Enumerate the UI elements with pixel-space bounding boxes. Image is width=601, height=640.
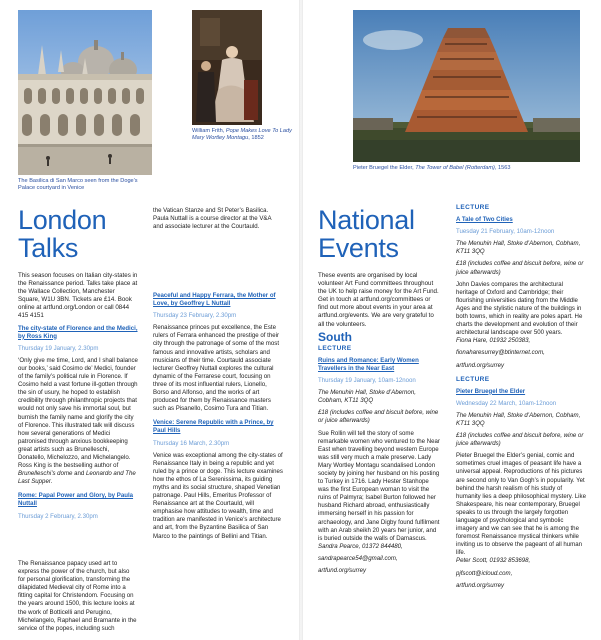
rome-body-continued: the Vatican Stanze and St Peter’s Basilica. Paula Nuttall is a course director at the V&A and associate lecturer at the Courtauld. bbox=[153, 206, 272, 231]
london-intro: This season focuses on Italian city-states in the Renaissance period. Talks take place at the Wallace Collection, Manchester Square, W1U 3BN. Tickets are £14. Book online at artfund.org/London or call 0844 415 4151 bbox=[18, 272, 138, 320]
event-contact-email[interactable]: fionaharesurrey@btinternet.com, bbox=[456, 349, 545, 357]
london-column-1 bbox=[18, 206, 138, 527]
talk-ferrara bbox=[153, 292, 283, 413]
event-body: Sue Rollin will tell the story of some remarkable women who ventured to the Near East when travelling beyond western Europe was still very much a male preserve. Lady Mary Wortley Montagu scandalised London society by joining her husband on his posting to Turkey in 1716. Lady Hester Stanhope was the first European woman to visit the ruins of Palmyra; Isabel Burton followed her husband Richard abroad, enthusiastically immersing herself in his passion for archaeology, and Jane Digby found fulfilment with an Arab sheikh 20 years her junior, and is buried outside the walls of Damascus. bbox=[318, 429, 440, 542]
event-contact-email[interactable]: pjfscott@icloud.com, bbox=[456, 569, 513, 577]
region-heading: South bbox=[318, 329, 352, 344]
event-ruins-and-romance bbox=[318, 345, 440, 575]
national-column-1 bbox=[318, 206, 440, 581]
event-tale-of-two-cities bbox=[456, 204, 586, 370]
talk-date: Thursday 2 February, 2.30pm bbox=[18, 512, 98, 520]
talk-date: Thursday 19 January, 2.30pm bbox=[18, 344, 99, 352]
event-date: Wednesday 22 March, 10am-12noon bbox=[456, 399, 557, 407]
basilica-caption: The Basilica di San Marco seen from the Doge’s Palace courtyard in Venice bbox=[18, 178, 138, 191]
event-price: £18 (includes coffee and biscuit before, wine or juice afterwards) bbox=[456, 432, 584, 448]
event-contact-name: Fiona Hare, 01932 250383, bbox=[456, 337, 531, 345]
event-title: A Tale of Two Cities bbox=[456, 216, 513, 224]
event-price: £18 (includes coffee and biscuit before, wine or juice afterwards) bbox=[318, 409, 439, 425]
event-contact-name: Sandra Pearce, 01372 844480, bbox=[318, 542, 403, 550]
event-contact-name: Peter Scott, 01932 853698, bbox=[456, 557, 531, 565]
national-events-heading: National Events bbox=[318, 205, 415, 263]
page-gutter bbox=[299, 0, 303, 640]
event-body: Pieter Bruegel the Elder’s genial, comic and sometimes cruel images of peasant life have a universal appeal. Reproductions of his pictures are second only to Van Gogh’s in popularity. Yet behind the harsh realism of his study of humanity lies a deep philosophical mystery. Like Shakespeare, his near contemporary, Bruegel speaks to us through the largely forgotten language of psychological and symbolic imagery and we can see that he is among the foremost Renaissance mystical thinkers while inviting us to observe the pageant of all human life. bbox=[456, 452, 586, 557]
event-body: John Davies compares the architectural heritage of Oxford and Cambridge; their flourishing universities dating from the Middle Ages and the stylistic nature of the buildings in both towns, which in reality are poles apart. He charts the development and evolution of their architectural landscape over 500 years. bbox=[456, 280, 583, 337]
frith-painting-photo bbox=[192, 10, 262, 125]
event-location: The Menuhin Hall, Stoke d’Abernon, Cobham, KT11 3QQ bbox=[456, 240, 581, 256]
event-price: £18 (includes coffee and biscuit before, wine or juice afterwards) bbox=[456, 260, 584, 276]
event-title: Pieter Bruegel the Elder bbox=[456, 387, 526, 395]
event-location: The Menuhin Hall, Stoke d’Abernon, Cobham, KT11 3QQ bbox=[318, 389, 416, 405]
bruegel-caption: Pieter Bruegel the Elder, The Tower of Babel (Rotterdam), 1563 bbox=[353, 165, 511, 171]
talk-venice bbox=[153, 419, 283, 540]
event-location: The Menuhin Hall, Stoke d’Abernon, Cobham, KT11 3QQ bbox=[456, 411, 581, 427]
talk-body: ‘Only give me time, Lord, and I shall balance our books,’ said Cosimo de’ Medici, founder of the family’s political rule in Florence. If Cosimo held a vast fortune ill-gotten through the sin of usury, he hoped to establish credibility through philanthropic projects that would not only save his immortal soul, but burnish the family name and glorify the city of Florence. This illustrated talk will discuss how several generations of Medici patronised through anxious bookkeeping great artists such as Brunelleschi, Donatello, Michelozzo, and Michelangelo. Ross King is the bestselling author of Brunelleschi’s dome and Leonardo and The Last Supper. bbox=[18, 356, 138, 486]
event-date: Tuesday 21 February, 10am-12noon bbox=[456, 228, 555, 236]
talk-title: Peaceful and Happy Ferrara, the Mother of Love, by Geoffrey L Nuttall bbox=[153, 292, 276, 308]
event-contact-web[interactable]: artfund.org/surrey bbox=[456, 581, 505, 589]
event-kicker: LECTURE bbox=[318, 344, 352, 352]
event-title: Ruins and Romance: Early Women Travellers in the Near East bbox=[318, 356, 419, 372]
talk-body: Venice was exceptional among the city-states of Renaissance Italy in being a republic and yet ruled by a prince or doge. This lecture examines how the ethos of La Serenissima, its guiding myths and its social structure, shaped Venetian patronage. Paul Hills, Emeritus Professor of Renaissance art at the Courtauld, will emphasise how attitudes to wealth, time and tradition are manifested in Venice’s architecture and art, from the Byzantine Basilica of San Marco to the paintings of Bellini and Titian. bbox=[153, 451, 283, 540]
event-contact-email[interactable]: sandrapearce54@gmail.com, bbox=[318, 554, 398, 562]
frith-caption: William Frith, Pope Makes Love To Lady Mary Wortley Montagu, 1852 bbox=[192, 128, 292, 141]
talk-body: Renaissance princes put excellence, the Este rulers of Ferrara enhanced the prestige of their city through the patronage of some of the most famous and innovative artists, scholars and musicians of their time. Courtauld associate lecturer Geoffrey Nuttall explores the cultural dynamic of the Ferrarese court, focusing on three of its most influential rulers, Lionello, Borso and Alfonso, and the works of art produced for them by Renaissance masters such as Pisanello, Cosimo Tura and Titian. bbox=[153, 324, 280, 413]
talk-title: The city-state of Florence and the Medici, by Ross King bbox=[18, 324, 138, 340]
basilica-photo bbox=[18, 10, 152, 175]
london-talks-heading: London Talks bbox=[18, 205, 107, 263]
talk-rome bbox=[18, 492, 138, 520]
event-kicker: LECTURE bbox=[456, 375, 490, 383]
rome-body-col2 bbox=[153, 206, 283, 290]
talk-title: Rome: Papal Power and Glory, by Paula Nuttall bbox=[18, 492, 134, 508]
talk-title: Venice: Serene Republic with a Prince, by Paul Hills bbox=[153, 419, 274, 435]
event-kicker: LECTURE bbox=[456, 204, 490, 211]
national-column-2 bbox=[456, 204, 586, 596]
event-date: Thursday 19 January, 10am-12noon bbox=[318, 377, 416, 385]
talk-date: Thursday 16 March, 2.30pm bbox=[153, 439, 230, 447]
national-intro: These events are organised by local volunteer Art Fund committees throughout the UK to help raise money for the Art Fund. Get in touch at artfund.org/committees or find out more about events in your area at artfund.org/events. We are very grateful to all the volunteers. bbox=[318, 272, 439, 328]
event-pieter-bruegel bbox=[456, 376, 586, 590]
talk-date: Thursday 23 February, 2.30pm bbox=[153, 312, 237, 320]
event-contact-web[interactable]: artfund.org/surrey bbox=[318, 567, 367, 574]
tower-of-babel-photo bbox=[353, 10, 580, 162]
talk-florence bbox=[18, 325, 138, 487]
event-contact-web[interactable]: artfund.org/surrey bbox=[456, 361, 505, 369]
rome-body-col1: The Renaissance papacy used art to express the power of the church, but also for personal glorification, transforming the dilapidated Medieval city of Rome into a fitting capital for Christendom. Focusing on the years around 1500, this lecture looks at the work of Botticelli and Perugino, Michelangelo, Raphael and Bramante in the service of the popes, including such bbox=[18, 560, 137, 632]
